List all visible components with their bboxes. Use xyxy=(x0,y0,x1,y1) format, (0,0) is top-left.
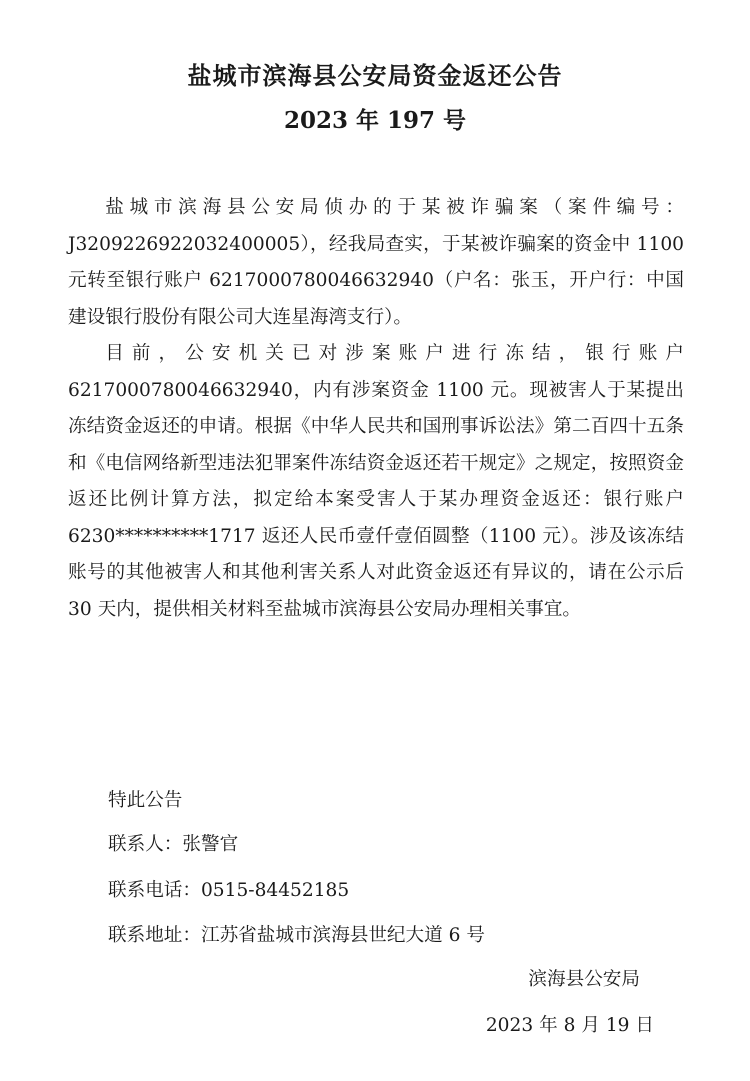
body-paragraph-case: 盐城市滨海县公安局侦办的于某被诈骗案（案件编号：J3209226922032400005），经我局查实，于某被诈骗案的资金中 1100 元转至银行账户 6217000780046632940（户名：张玉，开户行：中国建设银行股份有限公司大连星海湾支行）。 xyxy=(68,197,684,328)
document-number: 2023 年 197 号 xyxy=(283,107,467,134)
contact-phone: 联系电话：0515-84452185 xyxy=(108,880,350,901)
body-paragraph-refund: 目前，公安机关已对涉案账户进行冻结，银行账户 6217000780046632940，内有涉案资金 1100 元。现被害人于某提出冻结资金返还的申请。根据《中华人民共和国刑事诉讼法》第二百四十五条和《电信网络新型违法犯罪案件冻结资金返还若干规定》之规定，按照资金返还比例计算方法，拟定给本案受害人于某办理资金返还：银行账户 6230**********1717 返还人民币壹仟壹佰圆整（1100 元）。涉及该冻结账号的其他被害人和其他利害关系人对此资金返还有异议的，请在公示后 30 天内，提供相关材料至盐城市滨海县公安局办理相关事宜。 xyxy=(68,343,684,620)
contact-person: 联系人：张警官 xyxy=(108,834,239,855)
issuer-signature: 滨海县公安局 xyxy=(528,969,640,990)
issue-date: 2023 年 8 月 19 日 xyxy=(485,1015,654,1036)
notice-line: 特此公告 xyxy=(108,790,183,811)
contact-address: 联系地址：江苏省盐城市滨海县世纪大道 6 号 xyxy=(108,925,485,946)
document-title: 盐城市滨海县公安局资金返还公告 xyxy=(187,61,563,90)
document-body xyxy=(68,190,684,628)
